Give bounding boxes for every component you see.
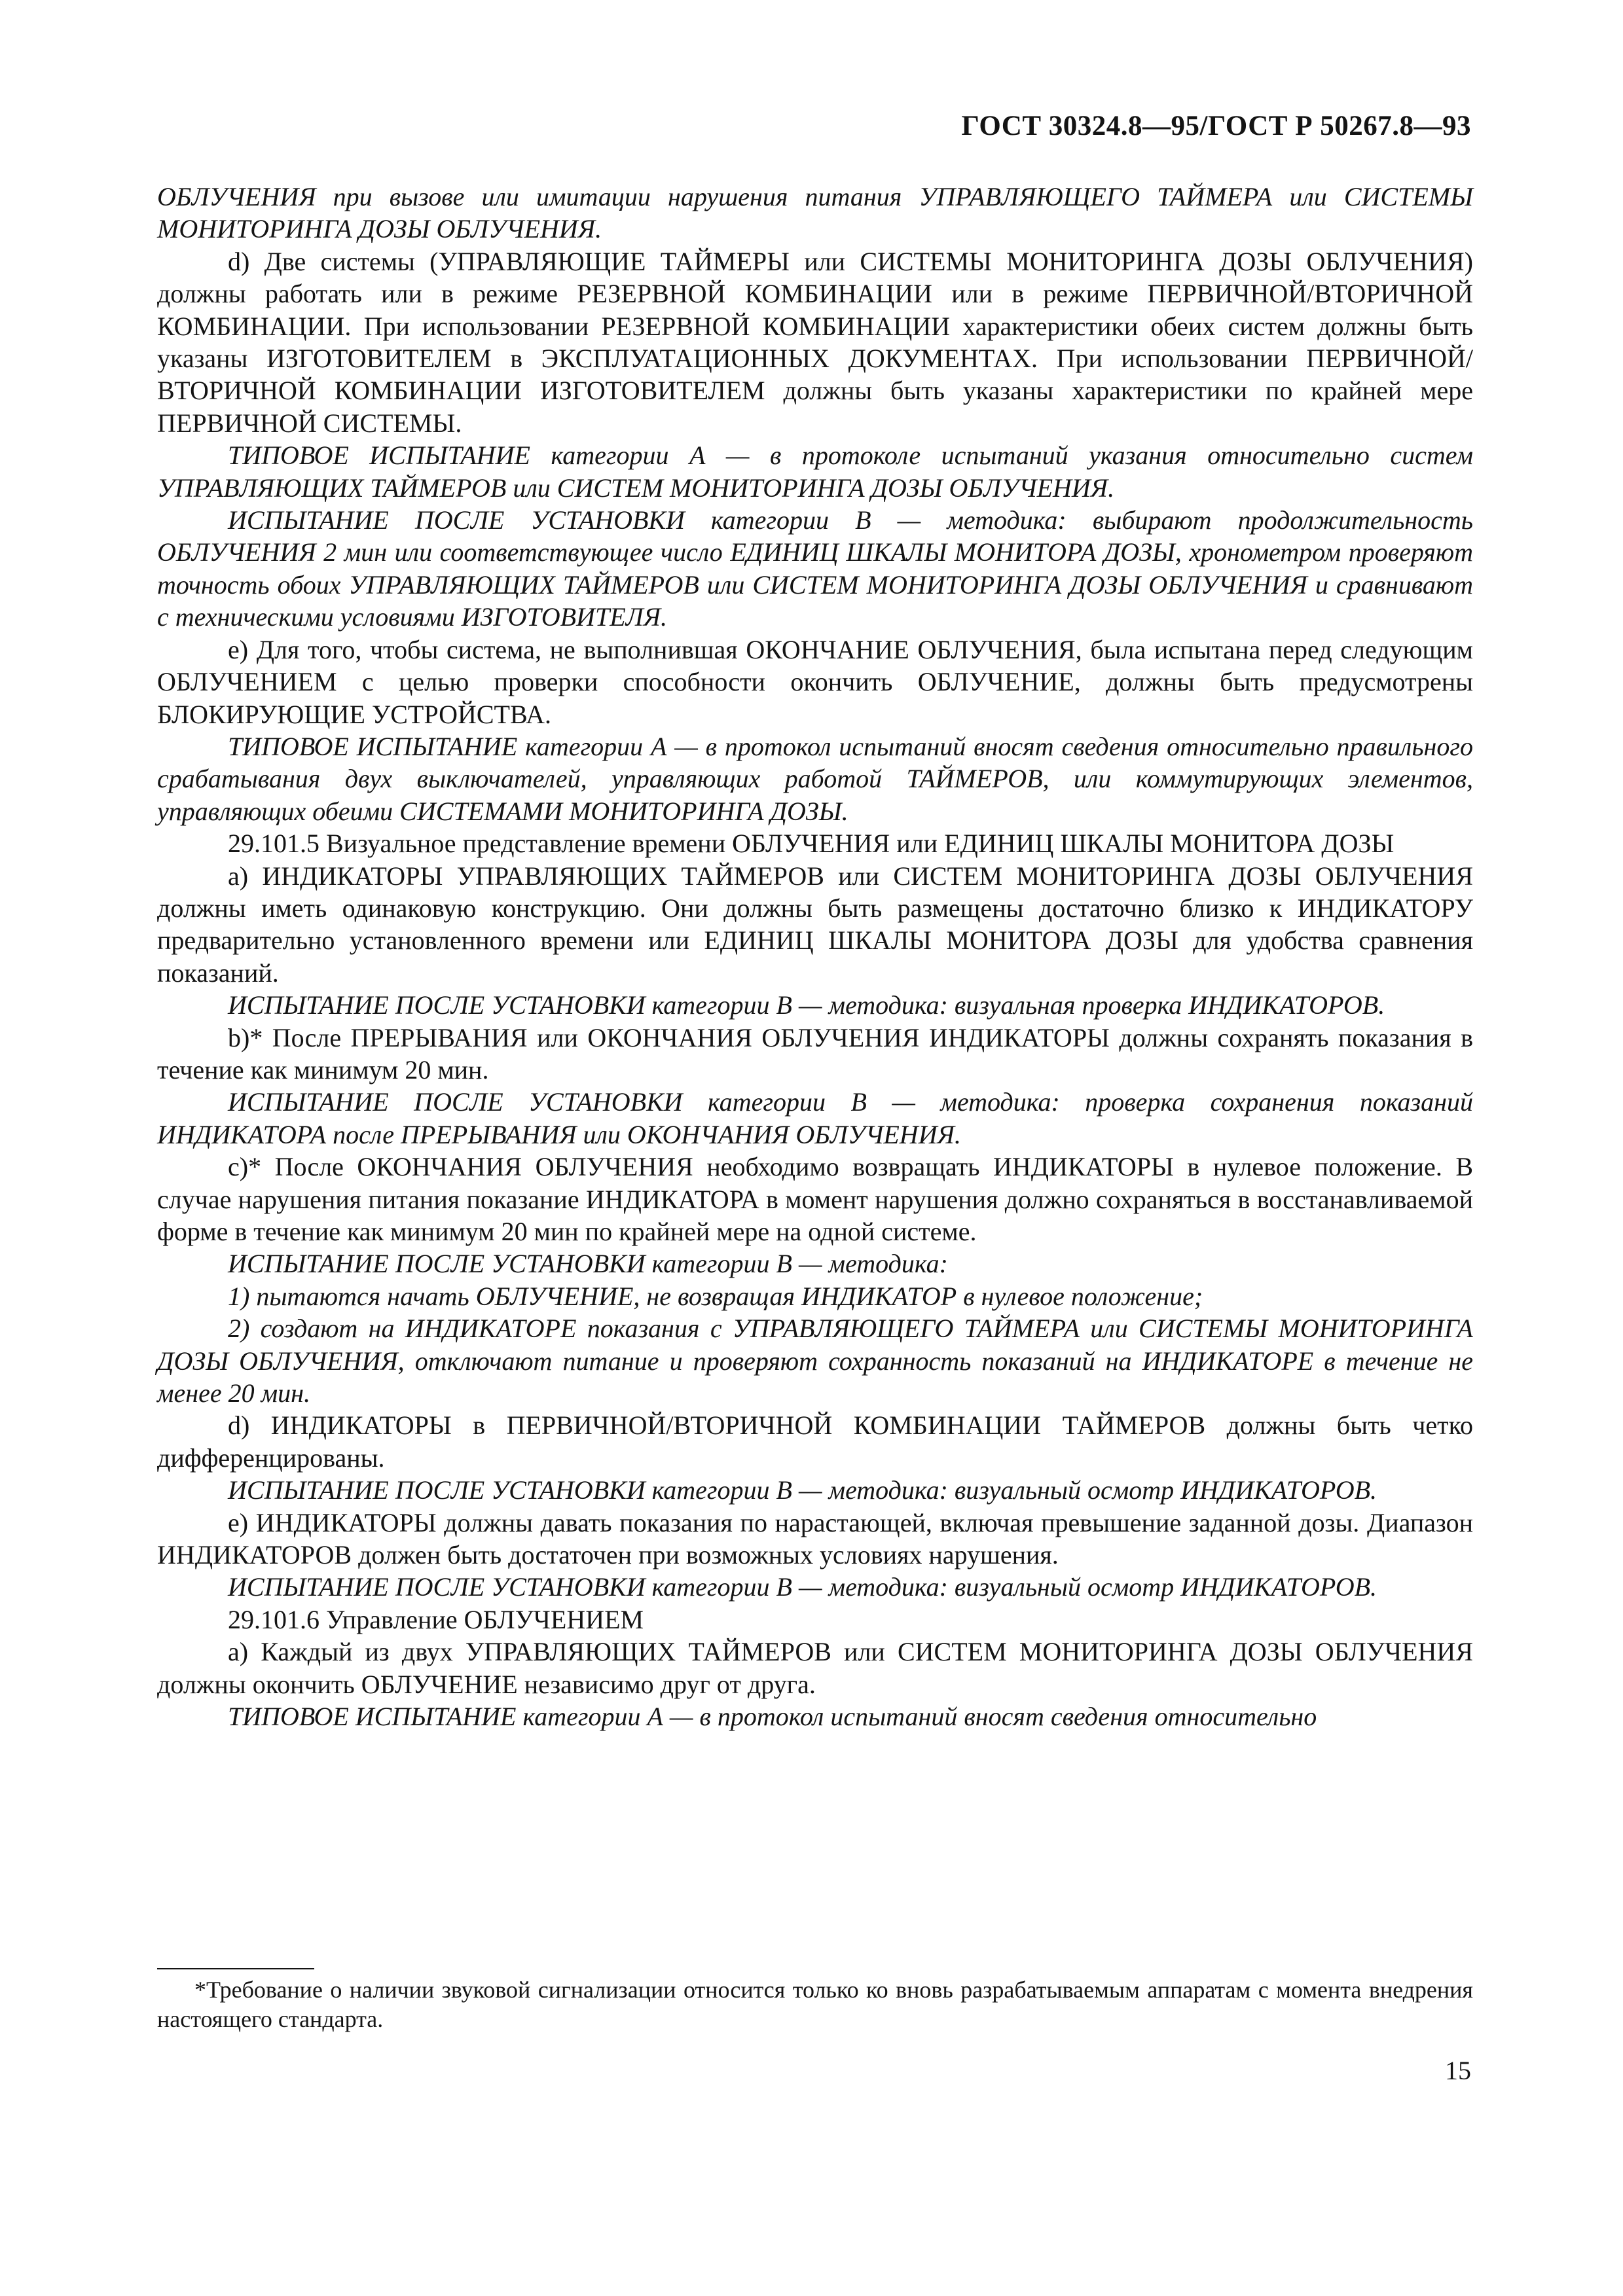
- footnote: *Требование о наличии звуковой сигнализации относится только ко вновь разрабатываемым аппаратам с момента внедрения настоящего стандарта.: [157, 1977, 1473, 2032]
- test-procedure-paragraph: 2) создают на ИНДИКАТОРЕ показания с УПРАВЛЯЮЩЕГО ТАЙМЕРА или СИСТЕМЫ МОНИТОРИНГА ДОЗЫ ОБЛУЧЕНИЯ, отключают питание и проверяют сохранность показаний на ИНДИКАТОРЕ в течение не менее 20 мин.: [157, 1314, 1473, 1408]
- test-procedure-paragraph: ИСПЫТАНИЕ ПОСЛЕ УСТАНОВКИ категории В — методика: визуальный осмотр ИНДИКАТОРОВ.: [228, 1572, 1377, 1602]
- test-procedure-paragraph: ТИПОВОЕ ИСПЫТАНИЕ категории А — в протокол испытаний вносят сведения относительно: [228, 1702, 1317, 1732]
- page-number: 15: [1445, 2056, 1471, 2085]
- document-header: ГОСТ 30324.8—95/ГОСТ Р 50267.8—93: [961, 111, 1471, 141]
- test-procedure-paragraph: 1) пытаются начать ОБЛУЧЕНИЕ, не возвращая ИНДИКАТОР в нулевое положение;: [228, 1281, 1203, 1311]
- requirement-paragraph: d) Две системы (УПРАВЛЯЮЩИЕ ТАЙМЕРЫ или СИСТЕМЫ МОНИТОРИНГА ДОЗЫ ОБЛУЧЕНИЯ) должны работать или в режиме РЕЗЕРВНОЙ КОМБИНАЦИИ или в режиме ПЕРВИЧНОЙ/ВТОРИЧНОЙ КОМБИНАЦИИ. При использовании РЕЗЕРВНОЙ КОМБИНАЦИИ характеристики обеих систем должны быть указаны ИЗГОТОВИТЕЛЕМ в ЭКСПЛУАТАЦИОННЫХ ДОКУМЕНТАХ. При использовании ПЕРВИЧНОЙ/ВТОРИЧНОЙ КОМБИНАЦИИ ИЗГОТОВИТЕЛЕМ должны быть указаны характеристики по крайней мере ПЕРВИЧНОЙ СИСТЕМЫ.: [157, 246, 1473, 438]
- requirement-paragraph: b)* После ПРЕРЫВАНИЯ или ОКОНЧАНИЯ ОБЛУЧЕНИЯ ИНДИКАТОРЫ должны сохранять показания в течение как минимум 20 мин.: [157, 1022, 1473, 1085]
- requirement-paragraph: 29.101.5 Визуальное представление времени ОБЛУЧЕНИЯ или ЕДИНИЦ ШКАЛЫ МОНИТОРА ДОЗЫ: [228, 829, 1395, 859]
- test-procedure-paragraph: ИСПЫТАНИЕ ПОСЛЕ УСТАНОВКИ категории В — методика: визуальная проверка ИНДИКАТОРОВ.: [228, 990, 1385, 1020]
- test-procedure-paragraph: ИСПЫТАНИЕ ПОСЛЕ УСТАНОВКИ категории В — методика: выбирают продолжительность ОБЛУЧЕНИЯ 2 мин или соответствующее число ЕДИНИЦ ШКАЛЫ МОНИТОРА ДОЗЫ, хронометром проверяют точность обоих УПРАВЛЯЮЩИХ ТАЙМЕРОВ или СИСТЕМ МОНИТОРИНГА ДОЗЫ ОБЛУЧЕНИЯ и сравнивают с техническими условиями ИЗГОТОВИТЕЛЯ.: [157, 505, 1473, 632]
- footnote-divider: [157, 1968, 314, 1969]
- requirement-paragraph: е) Для того, чтобы система, не выполнившая ОКОНЧАНИЕ ОБЛУЧЕНИЯ, была испытана перед следующим ОБЛУЧЕНИЕМ с целью проверки способности окончить ОБЛУЧЕНИЕ, должны быть предусмотрены БЛОКИРУЮЩИЕ УСТРОЙСТВА.: [157, 634, 1473, 729]
- test-procedure-paragraph: ИСПЫТАНИЕ ПОСЛЕ УСТАНОВКИ категории В — методика: визуальный осмотр ИНДИКАТОРОВ.: [228, 1475, 1377, 1505]
- requirement-paragraph: а) ИНДИКАТОРЫ УПРАВЛЯЮЩИХ ТАЙМЕРОВ или СИСТЕМ МОНИТОРИНГА ДОЗЫ ОБЛУЧЕНИЯ должны иметь одинаковую конструкцию. Они должны быть размещены достаточно близко к ИНДИКАТОРУ предварительно установленного времени или ЕДИНИЦ ШКАЛЫ МОНИТОРА ДОЗЫ для удобства сравнения показаний.: [157, 861, 1473, 988]
- requirement-paragraph: а) Каждый из двух УПРАВЛЯЮЩИХ ТАЙМЕРОВ или СИСТЕМ МОНИТОРИНГА ДОЗЫ ОБЛУЧЕНИЯ должны окончить ОБЛУЧЕНИЕ независимо друг от друга.: [157, 1637, 1473, 1699]
- requirement-paragraph: с)* После ОКОНЧАНИЯ ОБЛУЧЕНИЯ необходимо возвращать ИНДИКАТОРЫ в нулевое положение. В случае нарушения питания показание ИНДИКАТОРА в момент нарушения должно сохраняться в восстанавливаемой форме в течение как минимум 20 мин по крайней мере на одной системе.: [157, 1152, 1473, 1246]
- requirement-paragraph: d) ИНДИКАТОРЫ в ПЕРВИЧНОЙ/ВТОРИЧНОЙ КОМБИНАЦИИ ТАЙМЕРОВ должны быть четко дифференцированы.: [157, 1410, 1473, 1473]
- requirement-paragraph: е) ИНДИКАТОРЫ должны давать показания по нарастающей, включая превышение заданной дозы. Диапазон ИНДИКАТОРОВ должен быть достаточен при возможных условиях нарушения.: [157, 1507, 1473, 1570]
- test-procedure-paragraph: ОБЛУЧЕНИЯ при вызове или имитации нарушения питания УПРАВЛЯЮЩЕГО ТАЙМЕРА или СИСТЕМЫ МОНИТОРИНГА ДОЗЫ ОБЛУЧЕНИЯ.: [157, 182, 1473, 244]
- test-procedure-paragraph: ТИПОВОЕ ИСПЫТАНИЕ категории А — в протокол испытаний вносят сведения относительно правильного срабатывания двух выключателей, управляющих работой ТАЙМЕРОВ, или коммутирующих элементов, управляющих обеими СИСТЕМАМИ МОНИТОРИНГА ДОЗЫ.: [157, 731, 1473, 826]
- test-procedure-paragraph: ИСПЫТАНИЕ ПОСЛЕ УСТАНОВКИ категории В — методика:: [228, 1249, 948, 1279]
- document-body: [157, 181, 1473, 1733]
- requirement-paragraph: 29.101.6 Управление ОБЛУЧЕНИЕМ: [228, 1604, 644, 1634]
- test-procedure-paragraph: ИСПЫТАНИЕ ПОСЛЕ УСТАНОВКИ категории В — методика: проверка сохранения показаний ИНДИКАТОРА после ПРЕРЫВАНИЯ или ОКОНЧАНИЯ ОБЛУЧЕНИЯ.: [157, 1087, 1473, 1149]
- test-procedure-paragraph: ТИПОВОЕ ИСПЫТАНИЕ категории А — в протоколе испытаний указания относительно систем УПРАВЛЯЮЩИХ ТАЙМЕРОВ или СИСТЕМ МОНИТОРИНГА ДОЗЫ ОБЛУЧЕНИЯ.: [157, 440, 1473, 503]
